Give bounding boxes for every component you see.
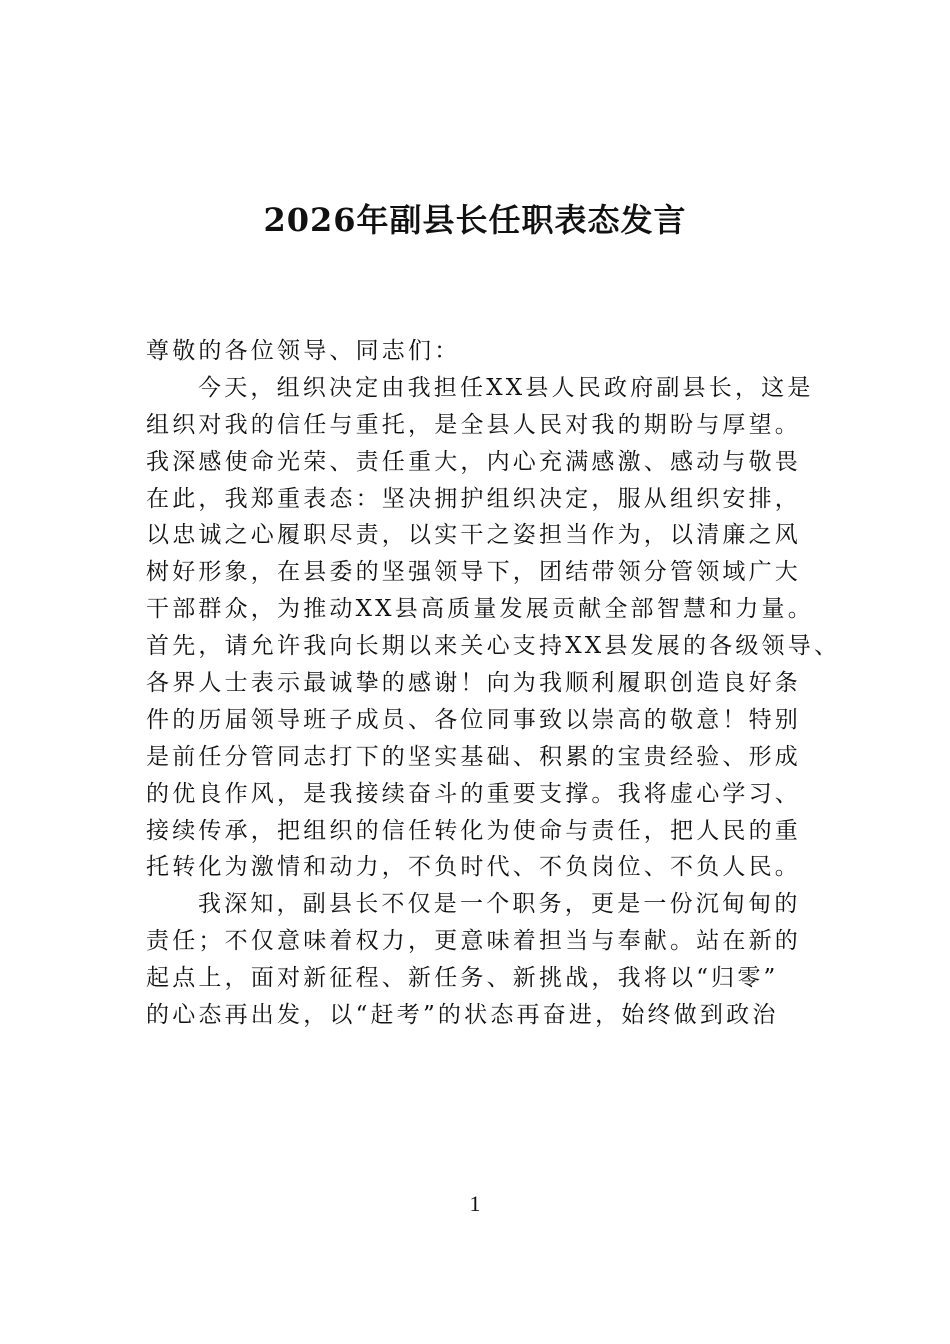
paragraph-line: 起点上，面对新征程、新任务、新挑战，我将以“归零” [146, 965, 779, 992]
paragraph-line: 件的历届领导班子成员、各位同事致以崇高的敬意！特别 [146, 706, 801, 733]
paragraph-line: 组织对我的信任与重托，是全县人民对我的期盼与厚望。 [146, 411, 801, 438]
paragraph-line: 今天，组织决定由我担任XX县人民政府副县长，这是 [198, 374, 814, 401]
paragraph-line: 树好形象，在县委的坚强领导下，团结带领分管领域广大 [146, 559, 801, 586]
salutation-line: 尊敬的各位领导、同志们： [146, 338, 461, 364]
document-body [146, 333, 841, 1034]
paragraph-line: 各界人士表示最诚挚的感谢！向为我顺利履职创造良好条 [146, 670, 801, 697]
paragraph-line: 在此，我郑重表态：坚决拥护组织决定，服从组织安排， [146, 485, 801, 512]
paragraph-line: 我深知，副县长不仅是一个职务，更是一份沉甸甸的 [198, 891, 801, 918]
paragraph-line: 接续传承，把组织的信任转化为使命与责任，把人民的重 [146, 817, 801, 844]
paragraph-line: 以忠诚之心履职尽责，以实干之姿担当作为，以清廉之风 [146, 522, 801, 549]
page-number: 1 [469, 1191, 481, 1216]
paragraph-line: 的心态再出发，以“赶考”的状态再奋进，始终做到政治 [146, 1002, 779, 1029]
document-title: 2026年副县长任职表态发言 [263, 201, 687, 239]
paragraph-line: 责任；不仅意味着权力，更意味着担当与奉献。站在新的 [146, 928, 801, 955]
paragraph-line: 的优良作风，是我接续奋斗的重要支撑。我将虚心学习、 [146, 780, 801, 807]
paragraph-line: 首先，请允许我向长期以来关心支持XX县发展的各级领导、 [146, 633, 841, 660]
paragraph-line: 是前任分管同志打下的坚实基础、积累的宝贵经验、形成 [146, 743, 801, 770]
paragraph-line: 干部群众，为推动XX县高质量发展贡献全部智慧和力量。 [146, 596, 814, 623]
paragraph-line: 我深感使命光荣、责任重大，内心充满感激、感动与敬畏 [146, 448, 801, 475]
paragraph-line: 托转化为激情和动力，不负时代、不负岗位、不负人民。 [146, 854, 801, 881]
